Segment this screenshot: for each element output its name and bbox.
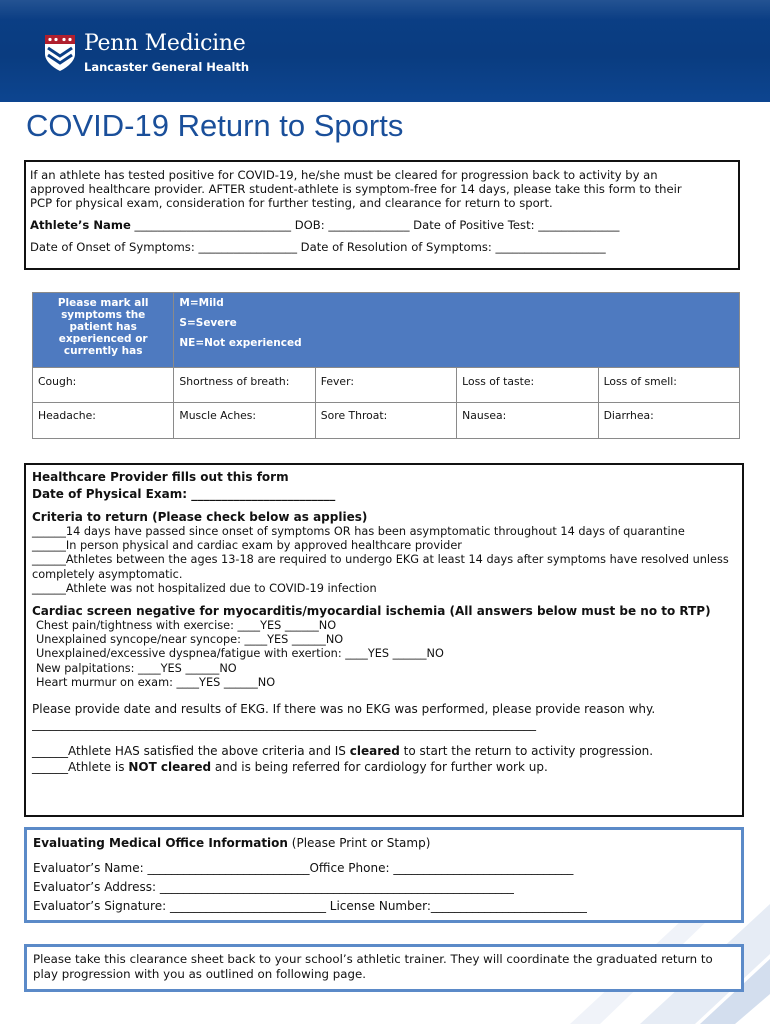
table-row (33, 368, 740, 403)
exam-date-line (32, 485, 736, 503)
evaluator-signature-line (33, 897, 735, 916)
mark-instruction: Please mark all symptoms the patient has experienced or currently has (33, 293, 174, 368)
cardiac-heading: Cardiac screen negative for myocarditis/myocardial ischemia (All answers below must be no to RTP) (32, 604, 711, 619)
legend-mild: M=Mild (179, 297, 224, 309)
provider-heading: Healthcare Provider fills out this form (32, 470, 289, 484)
evaluator-name-line (33, 859, 735, 878)
symptom-dates-line (30, 240, 734, 254)
symptom-loss-of-taste[interactable]: Loss of taste: (457, 368, 598, 403)
evaluator-name-label: Evaluator’s Name: (33, 861, 144, 875)
dob-label: DOB: (294, 218, 325, 232)
legend-not-experienced: NE=Not experienced (179, 337, 302, 349)
onset-field[interactable]: _________________ (198, 240, 297, 254)
header-band (0, 0, 770, 102)
resolution-field[interactable]: ___________________ (495, 240, 606, 254)
exam-date-label: Date of Physical Exam: (32, 487, 188, 501)
criteria-item[interactable]: ______Athletes between the ages 13-18 are required to undergo EKG at least 14 days after symptoms have resolved unless (32, 553, 729, 567)
athlete-name-label: Athlete’s Name (30, 218, 131, 232)
ekg-field[interactable]: ____________________________________________________________________________________ (32, 717, 536, 732)
criteria-item-continued: completely asymptomatic. (32, 567, 183, 581)
symptoms-table (32, 292, 740, 439)
positive-test-field[interactable]: ______________ (538, 218, 620, 232)
brand-subtitle: Lancaster General Health (84, 60, 250, 74)
not-cleared-line[interactable] (32, 759, 736, 775)
intro-line-2: approved healthcare provider. AFTER student-athlete is symptom-free for 14 days, please take this form to their (30, 182, 682, 196)
office-phone-label: Office Phone: (309, 861, 390, 875)
exam-date-field[interactable]: ________________________ (191, 487, 336, 501)
brand-name: Penn Medicine (84, 31, 246, 56)
athlete-name-field[interactable]: ___________________________ (134, 218, 292, 232)
criteria-heading: Criteria to return (Please check below as applies) (32, 510, 368, 524)
final-note-section (24, 944, 744, 992)
symptoms-table-header (33, 293, 740, 368)
symptom-cough[interactable]: Cough: (33, 368, 174, 403)
onset-label: Date of Onset of Symptoms: (30, 240, 195, 254)
license-number-field[interactable]: __________________________ (430, 899, 587, 913)
evaluator-address-line (33, 878, 735, 897)
license-number-label: License Number: (329, 899, 431, 913)
cardiac-item[interactable]: New palpitations: ____YES ______NO (36, 661, 237, 675)
athlete-info-line (30, 218, 734, 232)
evaluator-name-field[interactable]: ___________________________ (147, 861, 310, 875)
symptom-diarrhea[interactable]: Diarrhea: (598, 403, 739, 439)
cardiac-item[interactable]: Heart murmur on exam: ____YES ______NO (36, 675, 276, 689)
cleared-word: cleared (349, 744, 400, 759)
cardiac-item[interactable]: Chest pain/tightness with exercise: ____YES ______NO (36, 619, 337, 633)
final-note-line-1: Please take this clearance sheet back to your school’s athletic trainer. They will coordinate the graduated return to (33, 952, 713, 966)
symptom-sore-throat[interactable]: Sore Throat: (315, 403, 456, 439)
ekg-instruction: Please provide date and results of EKG. If there was no EKG was performed, please provide reason why. (32, 702, 656, 717)
criteria-item[interactable]: ______In person physical and cardiac exam by approved healthcare provider (32, 539, 462, 553)
provider-section (24, 463, 744, 817)
cleared-line[interactable] (32, 743, 736, 759)
resolution-label: Date of Resolution of Symptoms: (300, 240, 492, 254)
cardiac-item[interactable]: Unexplained/excessive dyspnea/fatigue with exertion: ____YES ______NO (36, 647, 444, 661)
symptom-shortness-of-breath[interactable]: Shortness of breath: (174, 368, 315, 403)
legend-severe: S=Severe (179, 317, 237, 329)
not-cleared-suffix: and is being referred for cardiology for further work up. (211, 760, 548, 775)
cardiac-item[interactable]: Unexplained syncope/near syncope: ____YES ______NO (36, 633, 344, 647)
cleared-suffix: to start the return to activity progression. (399, 744, 654, 759)
page-title: COVID-19 Return to Sports (26, 108, 404, 143)
header-gloss (0, 0, 770, 20)
symptom-nausea[interactable]: Nausea: (457, 403, 598, 439)
office-heading (33, 834, 735, 853)
not-cleared-prefix: ______Athlete is (32, 760, 129, 775)
office-heading-bold: Evaluating Medical Office Information (33, 836, 288, 850)
not-cleared-word: NOT cleared (128, 760, 212, 775)
cleared-prefix: ______Athlete HAS satisfied the above criteria and IS (32, 744, 350, 759)
table-row (33, 403, 740, 439)
dob-field[interactable]: ______________ (328, 218, 410, 232)
intro-line-3: PCP for physical exam, consideration for further testing, and clearance for return to sport. (30, 196, 553, 210)
symptom-muscle-aches[interactable]: Muscle Aches: (174, 403, 315, 439)
office-info-section (24, 827, 744, 923)
intro-section (24, 160, 740, 270)
criteria-item[interactable]: ______Athlete was not hospitalized due to COVID-19 infection (32, 581, 377, 595)
evaluator-signature-label: Evaluator’s Signature: (33, 899, 167, 913)
evaluator-address-field[interactable]: ___________________________________________________________ (159, 880, 514, 894)
criteria-item[interactable]: ______14 days have passed since onset of symptoms OR has been asymptomatic throughout 14 days of quarantine (32, 525, 685, 538)
symptom-loss-of-smell[interactable]: Loss of smell: (598, 368, 739, 403)
final-note-line-2: play progression with you as outlined on following page. (33, 967, 366, 981)
office-heading-note: (Please Print or Stamp) (287, 836, 431, 850)
evaluator-address-label: Evaluator’s Address: (33, 880, 157, 894)
intro-line-1: If an athlete has tested positive for COVID-19, he/she must be cleared for progression back to activity by an (30, 168, 658, 182)
symptom-fever[interactable]: Fever: (315, 368, 456, 403)
penn-shield-icon (44, 34, 76, 72)
severity-legend (174, 293, 740, 368)
symptom-headache[interactable]: Headache: (33, 403, 174, 439)
positive-test-label: Date of Positive Test: (413, 218, 535, 232)
office-phone-field[interactable]: ______________________________ (393, 861, 574, 875)
evaluator-signature-field[interactable]: __________________________ (169, 899, 326, 913)
